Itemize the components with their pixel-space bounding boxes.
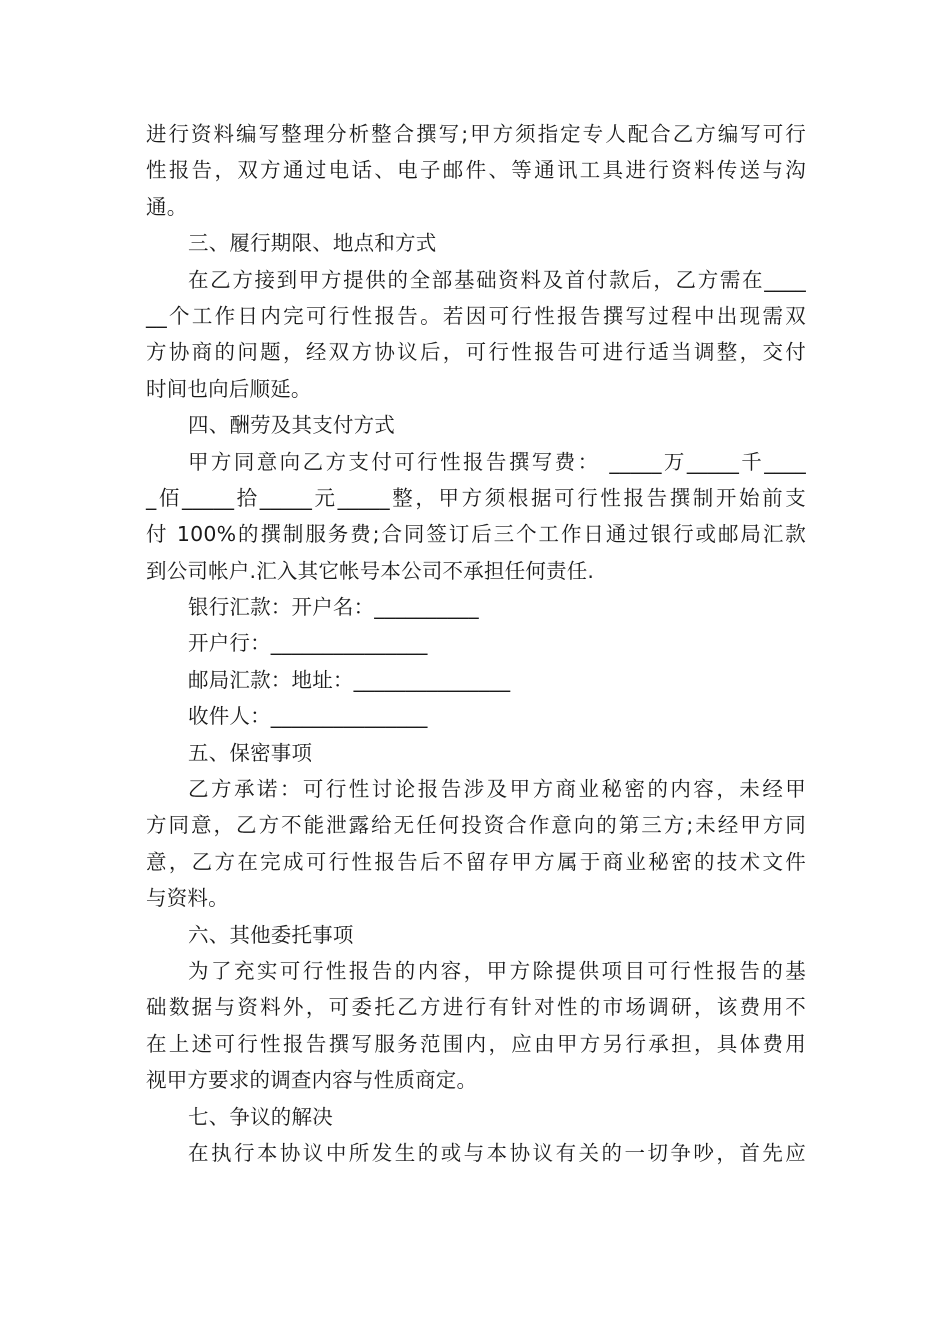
- paragraph-line: 通。: [146, 194, 188, 219]
- paragraph-line: 方同意，乙方不能泄露给无任何投资合作意向的第三方;未经甲方同: [146, 813, 806, 838]
- form-field-line: 收件人：_______________: [188, 704, 428, 729]
- paragraph-line: 到公司帐户.汇入其它帐号本公司不承担任何责任.: [146, 558, 595, 583]
- paragraph-line: 进行资料编写整理分析整合撰写;甲方须指定专人配合乙方编写可行: [146, 122, 806, 146]
- section-heading: 三、履行期限、地点和方式: [188, 231, 437, 256]
- section-heading: 五、保密事项: [188, 740, 313, 765]
- paragraph-line: 乙方承诺：可行性讨论报告涉及甲方商业秘密的内容，未经甲: [188, 777, 806, 802]
- paragraph-line: 性报告，双方通过电话、电子邮件、等通讯工具进行资料传送与沟: [146, 158, 806, 183]
- paragraph-line: 视甲方要求的调查内容与性质商定。: [146, 1068, 478, 1093]
- section-heading: 四、酬劳及其支付方式: [188, 413, 395, 438]
- paragraph-line: 础数据与资料外，可委托乙方进行有针对性的市场调研，该费用不: [146, 995, 806, 1020]
- form-field-line: 邮局汇款：地址：_______________: [188, 667, 511, 692]
- paragraph-line: 意，乙方在完成可行性报告后不留存甲方属于商业秘密的技术文件: [146, 849, 806, 874]
- paragraph-line: 与资料。: [146, 886, 229, 911]
- paragraph-line: 付 100%的撰制服务费;合同签订后三个工作日通过银行或邮局汇款: [146, 522, 806, 547]
- paragraph-line: 时间也向后顺延。: [146, 376, 312, 401]
- paragraph-line: 方协商的问题，经双方协议后，可行性报告可进行适当调整，交付: [146, 340, 806, 365]
- form-field-line: 银行汇款：开户名：__________: [188, 595, 479, 620]
- paragraph-line: 在执行本协议中所发生的或与本协议有关的一切争吵，首先应: [188, 1140, 806, 1165]
- form-field-line: 开户行：_______________: [188, 631, 428, 656]
- document-page: [146, 116, 806, 1171]
- paragraph-line: 为了充实可行性报告的内容，甲方除提供项目可行性报告的基: [188, 958, 806, 983]
- paragraph-line: 在上述可行性报告撰写服务范围内，应由甲方另行承担，具体费用: [146, 1031, 806, 1056]
- paragraph-line: __个工作日内完可行性报告。若因可行性报告撰写过程中出现需双: [146, 303, 806, 328]
- paragraph-line: 甲方同意向乙方支付可行性报告撰写费： _____万_____千____: [188, 449, 806, 474]
- paragraph-line: 在乙方接到甲方提供的全部基础资料及首付款后，乙方需在____: [188, 267, 806, 292]
- paragraph-line: _佰_____拾_____元_____整，甲方须根据可行性报告撰制开始前支: [146, 485, 806, 510]
- section-heading: 六、其他委托事项: [188, 922, 354, 947]
- section-heading: 七、争议的解决: [188, 1104, 333, 1129]
